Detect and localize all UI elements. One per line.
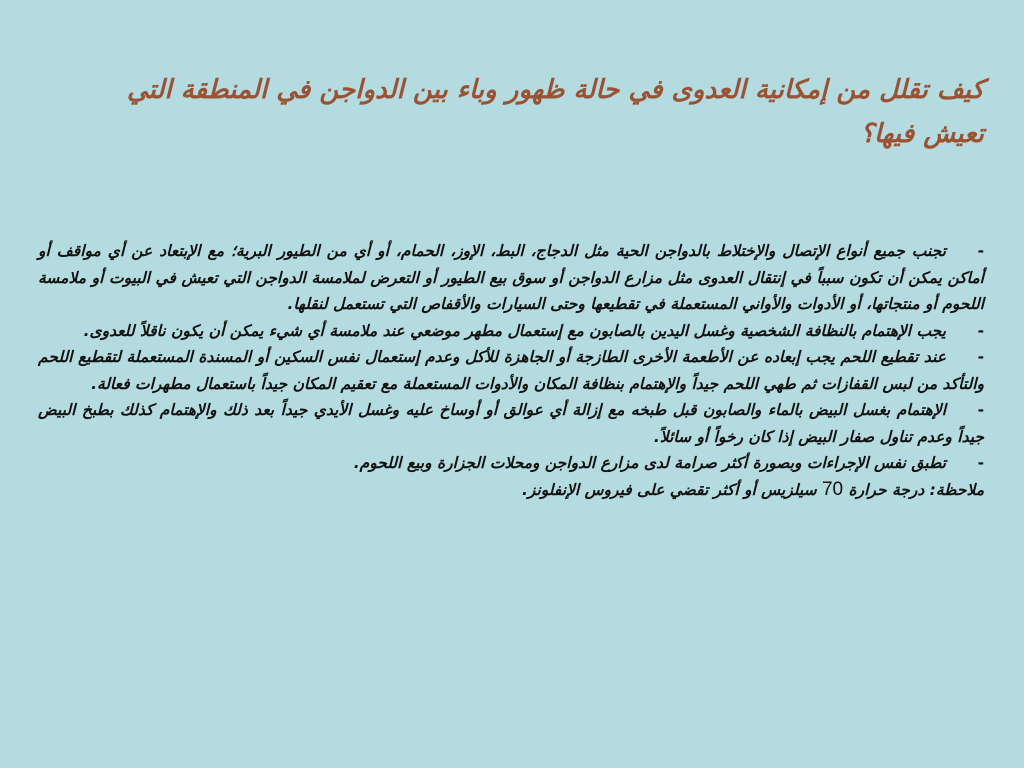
- bullet-marker: -: [977, 348, 984, 366]
- bullet-item: [38, 397, 984, 450]
- bullet-text: الإهتمام بغسل البيض بالماء والصابون قبل طبخه مع إزالة أي عوالق أو أوساخ عليه وغسل الأيدي جيداً بعد ذلك والإهتمام كذلك بطبخ البيض جيداً وعدم تناول صفار البيض إذا كان رخواً أو سائلاً.: [38, 401, 984, 446]
- slide-body: [38, 238, 984, 503]
- bullet-text: عند تقطيع اللحم يجب إبعاده عن الأطعمة الأخرى الطازجة أو الجاهزة للأكل وعدم إستعمال نفس السكين أو المسندة المستعملة لتقطيع اللحم والتأكد من لبس القفازات ثم طهي اللحم جيداً والإهتمام بنظافة المكان والأدوات المستعملة مع تعقيم المكان جيداً باستعمال مطهرات فعالة.: [38, 348, 984, 393]
- note: [38, 477, 984, 504]
- bullet-text: تطبق نفس الإجراءات وبصورة أكثر صرامة لدى مزارع الدواجن ومحلات الجزارة وبيع اللحوم.: [353, 454, 946, 472]
- slide-title: كيف تقلل من إمكانية العدوى في حالة ظهور وباء بين الدواجن في المنطقة التي تعيش فيها؟: [127, 75, 984, 149]
- bullet-item: [38, 344, 984, 397]
- bullet-marker: -: [977, 401, 984, 419]
- bullet-item: [38, 318, 984, 345]
- bullet-marker: -: [977, 454, 984, 472]
- note-text-after: سيلزيس أو أكثر تقضي على فيروس الإنفلونز.: [522, 480, 822, 499]
- temperature-value: 70: [821, 478, 844, 500]
- bullet-item: [38, 450, 984, 477]
- bullet-marker: -: [977, 321, 984, 340]
- bullet-item: [38, 238, 984, 318]
- bullet-text: يجب الإهتمام بالنظافة الشخصية وغسل اليدين بالصابون مع إستعمال مطهر موضعي عند ملامسة أي شيء يمكن أن يكون ناقلاً للعدوى.: [83, 321, 946, 340]
- bullet-marker: -: [977, 242, 984, 260]
- note-text-before: درجة حرارة: [843, 480, 930, 499]
- bullet-text: تجنب جميع أنواع الإتصال والإختلاط بالدواجن الحية مثل الدجاج، البط، الإوز، الحمام، أو أي من الطيور البرية؛ مع الإبتعاد عن أي مواقف أو أماكن يمكن أن تكون سبباً في إنتقال العدوى مثل مزارع الدواجن أو سوق بيع الطيور أو التعرض لملامسة الدواجن التي تعيش في البيوت أو ملامسة اللحوم أو منتجاتها، أو الأدوات والأواني المستعملة في تقطيعها وحتى السيارات والأقفاص التي تستعمل لنقلها.: [38, 242, 984, 313]
- note-label: ملاحظة:: [929, 480, 984, 499]
